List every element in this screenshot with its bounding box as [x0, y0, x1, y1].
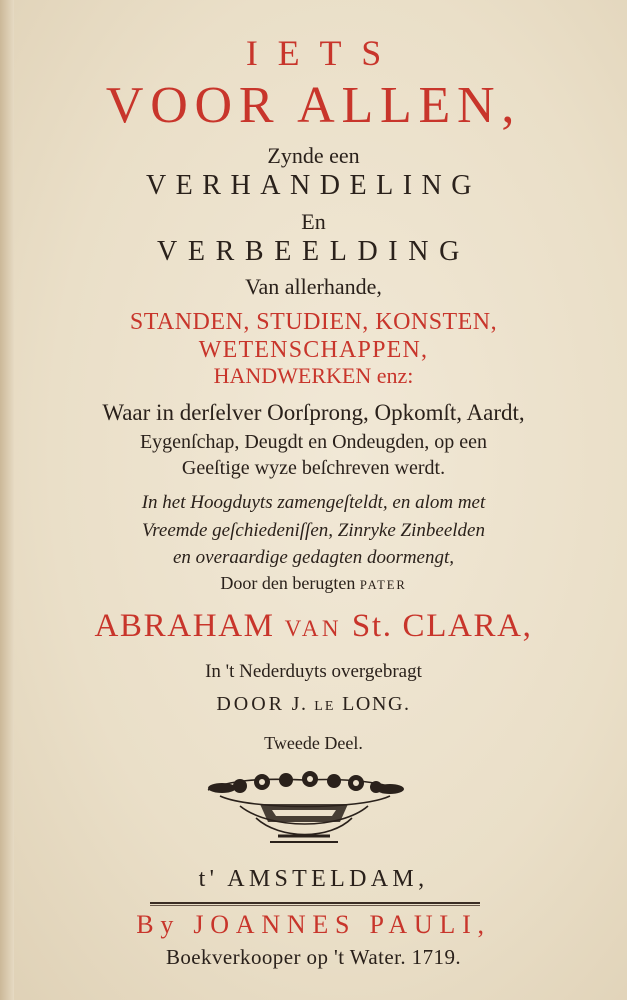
author-van: VAN — [284, 615, 343, 641]
imprint-publisher-name: JOANNES PAULI, — [193, 910, 491, 939]
description-line-2: Eygenſchap, Deugdt en Ondeugden, op een — [139, 431, 488, 453]
subtitle-van-allerhande: Van allerhande, — [245, 274, 382, 299]
translator-initial: J. — [285, 693, 315, 715]
imprint-place: t' AMSTELDAM, — [198, 866, 429, 892]
author-intro-text: Door den berugten — [220, 573, 360, 593]
author-intro — [0, 573, 627, 594]
subtitle-verhandeling: VERHANDELING — [145, 170, 482, 201]
subtitle-zynde: Zynde een — [267, 143, 360, 168]
subtitle-verbeelding: VERBEELDING — [156, 236, 470, 267]
volume-label: Tweede Deel. — [264, 733, 363, 753]
fruit-basket-ornament — [200, 770, 408, 850]
italic-line-2: Vreemde geſchiedeniſſen, Zinryke Zinbeelden — [142, 520, 485, 541]
translation-note: In 't Nederduyts overgebragt — [205, 661, 422, 682]
description-line-1: Waar in derſelver Oorſprong, Opkomſt, Aardt, — [102, 400, 525, 425]
topics-wetenschappen: WETENSCHAPPEN, — [198, 337, 429, 363]
author-name — [0, 608, 627, 645]
topics-standen: STANDEN, STUDIEN, KONSTEN, — [129, 309, 498, 335]
imprint-publisher — [0, 910, 627, 940]
topics-handwerken: HANDWERKEN enz: — [213, 363, 414, 388]
author-first: ABRAHAM — [94, 608, 285, 644]
description-line-3: Geeſtige wyze beſchreven werdt. — [181, 457, 446, 479]
imprint-rule-thin — [150, 905, 480, 906]
title-iets: IETS — [245, 33, 402, 73]
translator-name: LONG. — [335, 693, 411, 715]
translator-door: DOOR — [216, 693, 285, 715]
author-intro-pater: PATER — [359, 578, 407, 592]
italic-line-3: en overaardige gedagten doormengt, — [172, 547, 455, 568]
italic-line-1: In het Hoogduyts zamengeſteldt, en alom met — [141, 492, 486, 513]
author-last: St. CLARA, — [342, 608, 533, 644]
imprint-address: Boekverkooper op 't Water. 1719. — [165, 945, 462, 969]
title-voor-allen: VOOR ALLEN, — [105, 77, 522, 134]
subtitle-en: En — [301, 209, 326, 234]
imprint-rule — [150, 902, 480, 904]
translator — [0, 693, 627, 716]
translator-le: LE — [314, 699, 336, 714]
imprint-by: By — [136, 910, 194, 939]
